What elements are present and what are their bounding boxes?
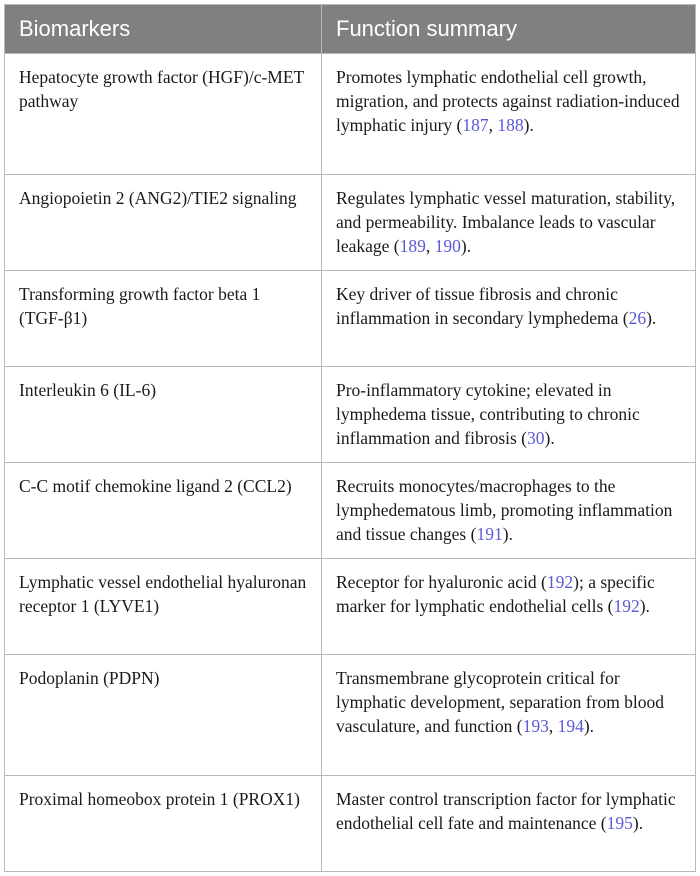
table-row bbox=[5, 463, 696, 559]
reference-link[interactable]: 187 bbox=[462, 115, 489, 135]
function-summary-cell: Promotes lymphatic endothelial cell growth, migration, and protects against radiation-induced lymphatic injury (187, 188). bbox=[322, 54, 696, 175]
function-summary-cell: Regulates lymphatic vessel maturation, stability, and permeability. Imbalance leads to vascular leakage (189, 190). bbox=[322, 175, 696, 271]
reference-link[interactable]: 188 bbox=[497, 115, 524, 135]
summary-text: ). bbox=[523, 115, 534, 135]
function-summary-cell bbox=[322, 776, 696, 872]
function-summary-cell bbox=[322, 367, 696, 463]
biomarker-cell: Proximal homeobox protein 1 (PROX1) bbox=[5, 776, 322, 872]
summary-text: Regulates lymphatic vessel maturation, stability, and permeability. Imbalance leads to vascular leakage ( bbox=[336, 188, 676, 256]
summary-text: Recruits monocytes/macrophages to the lymphedematous limb, promoting inflammation and tissue changes ( bbox=[336, 476, 673, 544]
reference-link[interactable]: 26 bbox=[628, 308, 647, 328]
table-row bbox=[5, 175, 696, 271]
table-row bbox=[5, 54, 696, 175]
summary-text: Transmembrane glycoprotein critical for lymphatic development, separation from blood vasculature, and function ( bbox=[336, 668, 665, 736]
biomarker-cell: Podoplanin (PDPN) bbox=[5, 655, 322, 776]
table-row bbox=[5, 271, 696, 367]
reference-link[interactable]: 193 bbox=[522, 716, 549, 736]
biomarker-cell: C-C motif chemokine ligand 2 (CCL2) bbox=[5, 463, 322, 559]
reference-link[interactable]: 192 bbox=[613, 596, 640, 616]
reference-link[interactable]: 30 bbox=[527, 428, 545, 448]
function-summary-cell bbox=[322, 559, 696, 655]
table-row bbox=[5, 655, 696, 776]
reference-link[interactable]: 190 bbox=[434, 236, 461, 256]
biomarker-cell: Transforming growth factor beta 1 (TGF-β1) bbox=[5, 271, 322, 367]
table-row bbox=[5, 776, 696, 872]
summary-text: ). bbox=[632, 813, 644, 833]
summary-text: ). bbox=[646, 308, 657, 328]
reference-link[interactable]: 194 bbox=[557, 716, 584, 736]
summary-text: ). bbox=[460, 236, 472, 256]
summary-text: ). bbox=[502, 524, 513, 544]
reference-link[interactable]: 192 bbox=[546, 572, 574, 592]
summary-text: Master control transcription factor for lymphatic endothelial cell fate and maintenance ( bbox=[336, 789, 676, 833]
summary-text: Receptor for hyaluronic acid ( bbox=[336, 572, 547, 592]
function-summary-cell bbox=[322, 271, 696, 367]
header-row bbox=[5, 5, 696, 54]
function-summary-cell bbox=[322, 463, 696, 559]
biomarker-cell: Interleukin 6 (IL-6) bbox=[5, 367, 322, 463]
header-biomarkers: Biomarkers bbox=[5, 5, 322, 54]
reference-link[interactable]: 191 bbox=[476, 524, 503, 544]
header-function-summary: Function summary bbox=[322, 5, 696, 54]
biomarker-cell: Hepatocyte growth factor (HGF)/c-MET pathway bbox=[5, 54, 322, 175]
summary-text: ). bbox=[583, 716, 595, 736]
table-row bbox=[5, 367, 696, 463]
summary-text: ). bbox=[639, 596, 650, 616]
biomarker-cell: Lymphatic vessel endothelial hyaluronan receptor 1 (LYVE1) bbox=[5, 559, 322, 655]
summary-text: Key driver of tissue fibrosis and chronic inflammation in secondary lymphedema ( bbox=[336, 284, 629, 328]
reference-link[interactable]: 189 bbox=[399, 236, 426, 256]
summary-text: Promotes lymphatic endothelial cell growth, migration, and protects against radiation-induced lymphatic injury ( bbox=[336, 67, 680, 135]
biomarkers-table bbox=[4, 4, 696, 872]
summary-text: ); a specific marker for lymphatic endothelial cells ( bbox=[336, 572, 655, 616]
reference-link[interactable]: 195 bbox=[606, 813, 633, 833]
table-row bbox=[5, 559, 696, 655]
summary-text: Pro-inflammatory cytokine; elevated in lymphedema tissue, contributing to chronic inflammation and fibrosis ( bbox=[336, 380, 640, 448]
biomarker-cell: Angiopoietin 2 (ANG2)/TIE2 signaling bbox=[5, 175, 322, 271]
summary-text: ). bbox=[544, 428, 555, 448]
function-summary-cell: Transmembrane glycoprotein critical for lymphatic development, separation from blood vasculature, and function (193, 194). bbox=[322, 655, 696, 776]
